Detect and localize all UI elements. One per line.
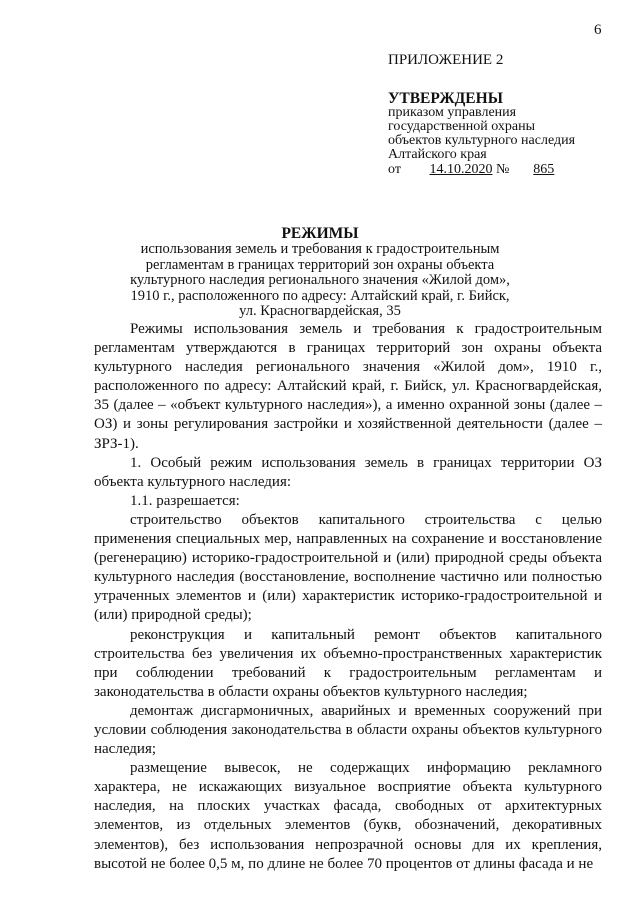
paragraph-section-1: 1. Особый режим использования земель в границах территории ОЗ объекта культурного наследия: [94,454,602,490]
paragraph-reconstruction: реконструкция и капитальный ремонт объектов капитального строительства без увеличения их объемно-пространственных характеристик при соблюдении требований к градостроительным регламентам и законодательства в области охраны объектов культурного наследия; [94,626,602,700]
date-value: 14.10.2020 [429,162,493,177]
paragraph-demolition: демонтаж дисгармоничных, аварийных и временных сооружений при условии соблюдения законодательства в области охраны объектов культурного наследия; [94,702,602,758]
approved-line: приказом управления [388,105,517,120]
paragraph-intro: Режимы использования земель и требования к градостроительным регламентам утверждаются в границах территорий зон охраны объекта культурного наследия регионального значения «Жилой дом», 1910 г., расположенного по адресу: Алтайский край, г. Бийск, ул. Красногвардейская, 35 (далее – «объект культурного наследия»), а именно охранной зоны (далее – ОЗ) и зоны регулирования застройки и хозяйственной деятельности (далее – ЗРЗ-1). [94,321,602,452]
number-sign: № [495,162,510,177]
title-line: использования земель и требования к градостроительным [140,241,500,257]
approved-line: Алтайского края [388,147,487,162]
approved-line: объектов культурного наследия [388,133,576,148]
appendix-block [388,52,628,177]
approved-heading: УТВЕРЖДЕНЫ [388,90,503,107]
approved-line: государственной охраны [388,119,536,134]
paragraph-section-1-1: 1.1. разрешается: [130,492,240,509]
document-title [110,225,530,320]
title-main: РЕЖИМЫ [281,225,359,242]
paragraph-signage: размещение вывесок, не содержащих информацию рекламного характера, не искажающих визуальное восприятие объекта культурного наследия, на плоских участках фасада, свободных от архитектурных элементов, из отдельных элементов (букв, обозначений, декоративных элементов), без использования непрозрачной основы для их крепления, высотой не более 0,5 м, по длине не более 70 процентов от длины фасада и не [94,760,602,872]
order-number: 865 [533,162,555,177]
approval-date-line [388,162,628,177]
date-prefix: от [388,162,401,177]
paragraph-construction: строительство объектов капитального строительства с целью применения специальных мер, направленных на сохранение и восстановление (регенерацию) историко-градостроительной и (или) природной среды объекта культурного наследия (восстановление, восполнение частично или полностью утраченных элементов и (или) характеристик историко-градостроительной и (или) природной среды); [94,511,602,624]
title-line: ул. Красногвардейская, 35 [239,303,401,319]
title-line: культурного наследия регионального значения «Жилой дом», [130,272,510,288]
title-line: 1910 г., расположенного по адресу: Алтайский край, г. Бийск, [130,287,510,304]
approved-lines [388,106,628,162]
appendix-title: ПРИЛОЖЕНИЕ 2 [388,52,504,68]
body-text [94,320,602,874]
title-line: регламентам в границах территорий зон охраны объекта [145,256,495,273]
title-subtitle [110,242,530,320]
page-number: 6 [594,22,602,38]
